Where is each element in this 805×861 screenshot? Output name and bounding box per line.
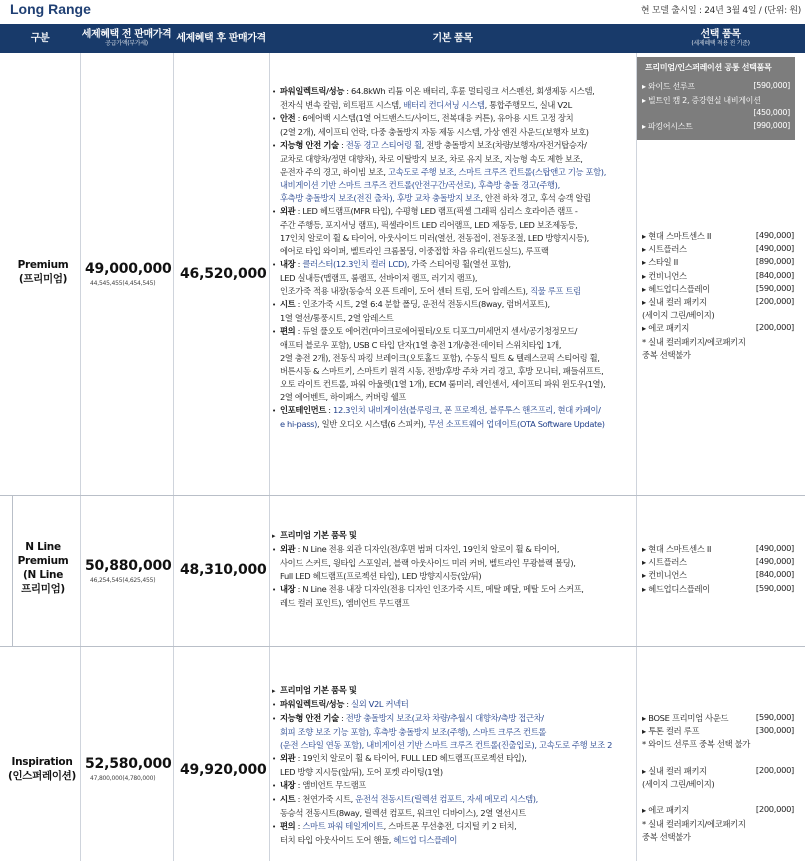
page-title: Long Range	[10, 1, 91, 17]
spec-line	[272, 139, 634, 153]
spec-text: LED 실내등(맵램프, 룸램프, 선바이저 램프, 러기지 램프),	[280, 273, 478, 283]
spec-line	[272, 205, 634, 219]
spec-label: 프리미엄 기본 품목 및	[280, 685, 357, 695]
spec-text: :	[338, 713, 346, 723]
bullet: •	[272, 115, 276, 123]
spec-text: :	[338, 140, 346, 150]
spec-text: LED 방향 지시등(앞/뒤), 도어 포켓 라이팅(1열)	[280, 767, 443, 777]
post-tax-price: 48,310,000	[180, 562, 267, 578]
spec-text: (2열 2개), 세이프티 언락, 다중 충돌방지 자동 제동 시스템, 가상 엔진 사운드(보행자 보호)	[280, 127, 589, 137]
bullet: •	[272, 796, 276, 804]
spec-text: : N Line 전용 내장 디자인(전용 디자인 인조가죽 시트, 메탈 페달, 메탈 도어 스커프,	[295, 584, 584, 594]
spec-text: : 천연가죽 시트,	[295, 794, 356, 804]
divider	[636, 53, 637, 861]
spec-line	[272, 583, 634, 597]
option-item	[642, 243, 794, 256]
spec-label: 내장	[280, 259, 296, 269]
supply-price: 46,254,545(4,625,455)	[90, 577, 156, 584]
spec-text: :	[344, 699, 352, 709]
spec-text: 사이드 스커트, 윙타입 스포일러, 블랙 아웃사이드 미러 커버, 벨트라인 무광블랙 몰딩),	[280, 558, 576, 568]
option-item	[642, 778, 794, 791]
spec-text: : 인조가죽 시트, 2열 6:4 분할 폴딩, 운전석 전동시트(8way, 럼버서포트),	[295, 299, 550, 309]
option-item	[642, 818, 794, 831]
spec-text: , 가죽 스티어링 휠(열선 포함),	[406, 259, 511, 269]
option-item	[642, 270, 794, 283]
table-header	[0, 24, 805, 53]
spec-text: , 안전 하차 경고, 후석 승객 알림	[480, 193, 591, 203]
spec-text: 터치 타입 아웃사이드 도어 핸들,	[280, 835, 394, 845]
row-divider	[0, 495, 805, 496]
option-name: (세이지 그린/베이지)	[642, 778, 715, 789]
option-item	[642, 543, 794, 556]
trim-name-nline: N Line Premium (N Line 프리미엄)	[17, 541, 69, 595]
pre-tax-price: 50,880,000	[85, 558, 172, 574]
option-name: ▸ 헤드업디스플레이	[642, 583, 710, 594]
option-price: [490,000]	[755, 230, 794, 240]
option-name: ▸ 컨비니언스	[642, 570, 687, 581]
spec-line	[272, 365, 634, 378]
pre-tax-price: 52,580,000	[85, 756, 172, 772]
option-price: [200,000]	[755, 295, 794, 306]
supply-price: 47,800,000(4,780,000)	[90, 775, 156, 782]
option-name: ▸ 스타일 II	[642, 257, 678, 268]
spec-label: 파워일렉트릭/성능	[280, 86, 344, 96]
spec-line	[272, 219, 634, 232]
spec-highlight: 고속도로 주행 보조, 스마트 크루즈 컨트롤(스탑앤고 기능 포함),	[388, 167, 606, 177]
spec-text: 주간 주행등, 포지셔닝 램프), 픽셀라이트 LED 리어램프, LED 제동등, LED 보조제동등,	[280, 220, 578, 230]
header-trim: 구분	[30, 33, 50, 44]
trim-name-premium: Premium (프리미엄)	[17, 259, 69, 285]
bullet: •	[272, 142, 276, 150]
option-price: [490,000]	[755, 543, 794, 553]
spec-text: 2열 에어벤트, 하이패스, 커버링 쉘프	[280, 392, 406, 402]
bullet: ▸	[272, 532, 276, 540]
spec-label: 편의	[280, 821, 296, 831]
spec-line	[272, 258, 634, 272]
bullet: •	[272, 301, 276, 309]
release-info: 현 모델 출시일 : 24년 3월 4일 / (단위: 원)	[640, 6, 801, 16]
spec-line	[272, 752, 634, 766]
bullet: •	[272, 208, 276, 216]
bullet: •	[272, 328, 276, 336]
spec-text: : 듀얼 풀오토 에어컨(마이크로에어필터/오토 디포그/미세먼지 센서/공기청정모드/	[295, 326, 578, 336]
option-price: [200,000]	[755, 804, 794, 815]
spec-text: , 통합주행모드, 실내 V2L	[484, 100, 572, 110]
option-name: ▸ 현대 스마트센스 II	[642, 544, 712, 554]
bullet: •	[272, 546, 276, 554]
spec-highlight: 운전석 전동시트(릴렉션 컴포트, 자세 메모리 시스템),	[355, 794, 538, 804]
common-option-item: ▸ 파킹어시스트 [990,000]	[642, 121, 790, 131]
spec-line	[272, 272, 634, 285]
header-post-price: 세제혜택 후 판매가격	[176, 33, 266, 44]
spec-text: : 19인치 알로이 휠 & 타이어, FULL LED 헤드램프(프로젝션 타입),	[295, 753, 527, 763]
divider	[173, 53, 174, 861]
spec-line	[272, 404, 634, 418]
bullet: •	[272, 701, 276, 709]
spec-line	[272, 232, 634, 245]
option-name: 중복 선택불가	[642, 349, 691, 360]
common-options-box	[637, 57, 795, 140]
spec-label: 편의	[280, 326, 296, 336]
spec-line	[272, 557, 634, 570]
spec-highlight: 클러스터(12.3인치 컬러 LCD)	[302, 259, 407, 269]
spec-line	[272, 298, 634, 312]
spec-text: , 스마트폰 무선충전, 디지털 키 2 터치,	[383, 821, 517, 831]
spec-line	[272, 352, 634, 365]
spec-line	[272, 698, 634, 712]
option-price: [840,000]	[755, 569, 794, 580]
spec-label: 지능형 안전 기술	[280, 140, 339, 150]
spec-text: , 전방 충돌방지 보조(차량/보행자/자전거탑승자/	[421, 140, 587, 150]
option-item	[642, 336, 794, 349]
spec-line	[272, 684, 634, 698]
spec-line	[272, 99, 634, 112]
spec-highlight: 12.3인치 내비게이션(블루링크, 폰 프로젝션, 블루투스 핸즈프리, 현대 카페이/	[333, 405, 601, 415]
divider	[269, 53, 270, 861]
spec-line	[272, 339, 634, 352]
bullet: •	[272, 782, 276, 790]
top-bar	[0, 0, 805, 24]
option-name: 중복 선택불가	[642, 831, 691, 842]
spec-highlight: (운전 스타일 연동 포함), 내비게이션 기반 스마트 크루즈 컨트롤(진출입로), 고속도로 주행 보조 2	[280, 740, 613, 750]
spec-line	[272, 391, 634, 404]
bullet: •	[272, 88, 276, 96]
spec-label: 시트	[280, 794, 296, 804]
spec-line	[272, 712, 634, 726]
bullet: •	[272, 715, 276, 723]
option-name: * 와이드 선루프 중복 선택 불가	[642, 739, 751, 750]
option-name: ▸ 시트플러스	[642, 244, 687, 255]
option-price: [590,000]	[755, 282, 794, 293]
bullet: •	[272, 586, 276, 594]
spec-label: 프리미엄 기본 품목 및	[280, 530, 357, 540]
spec-highlight: 후측방 충돌방지 보조(전진 출차), 후방 교차 충돌방지 보조	[280, 193, 481, 203]
common-option-item: ▸ 와이드 선루프 [590,000]	[642, 81, 790, 91]
option-price: [490,000]	[755, 243, 794, 254]
spec-label: 시트	[280, 299, 296, 309]
common-options-title: 프리미엄/인스퍼레이션 공통 선택품목	[645, 63, 772, 72]
spec-text: :	[326, 405, 334, 415]
option-item	[642, 712, 794, 725]
spec-line	[272, 570, 634, 583]
spec-label: 안전	[280, 113, 296, 123]
options-nline	[642, 543, 794, 596]
option-item	[642, 752, 794, 765]
spec-text: 교차로 대향차/정면 대향차), 차로 이탈방지 보조, 차로 유지 보조, 지능형 속도 제한 보조,	[280, 154, 583, 164]
spec-highlight: 무선 소프트웨어 업데이트(OTA Software Update)	[428, 419, 605, 429]
option-item	[642, 309, 794, 322]
spec-text: 동승석 전동시트(8way, 릴렉션 컴포트, 워크인 디바이스), 2열 열선시트	[280, 808, 526, 818]
spec-highlight: 내비게이션 기반 스마트 크루즈 컨트롤(안전구간/곡선로), 후측방 충돌 경고(주행),	[280, 180, 560, 190]
row-divider	[0, 646, 805, 647]
option-name: ▸ BOSE 프리미엄 사운드	[642, 713, 729, 723]
spec-highlight: e hi-pass)	[280, 419, 318, 429]
spec-line	[272, 779, 634, 793]
spec-label: 내장	[280, 780, 296, 790]
option-name: ▸ 현대 스마트센스 II	[642, 231, 712, 241]
spec-line	[272, 739, 634, 752]
spec-line	[272, 766, 634, 779]
option-name: ▸ 시트플러스	[642, 557, 687, 568]
spec-text: 17인치 알로이 휠 & 타이어, 아웃사이드 미러(열선, 전동접이, 전동조절, LED 방향지시등),	[280, 233, 589, 243]
header-options: 선택 품목 (세제혜택 적용 전 기준)	[691, 29, 750, 47]
spec-line	[272, 112, 634, 126]
spec-highlight: 회피 조향 보조 기능 포함), 후측방 충돌방지 보조(주행), 스마트 크루즈 컨트롤	[280, 727, 547, 737]
option-item	[642, 569, 794, 582]
spec-line	[272, 285, 634, 298]
option-item	[642, 256, 794, 269]
header-basic-items: 기본 품목	[432, 33, 473, 44]
spec-text: 전자식 변속 칼럼, 히트펌프 시스템,	[280, 100, 404, 110]
spec-line	[272, 179, 634, 192]
option-name: ▸ 투톤 컬러 루프	[642, 726, 700, 737]
option-item	[642, 230, 794, 243]
spec-text: 오토 라이트 컨트롤, 파워 아울렛(1열 1개), ECM 룸미러, 레인센서, 세이프티 파워 윈도우(1열),	[280, 379, 606, 389]
header-pre-price: 세제혜택 전 판매가격 공급가액(부가세)	[81, 29, 172, 47]
spec-text: 레드 컬러 포인트), 엠비언트 무드램프	[280, 598, 410, 608]
option-name: ▸ 헤드업디스플레이	[642, 283, 710, 294]
spec-line	[272, 834, 634, 847]
option-item	[642, 738, 794, 751]
spec-label: 지능형 안전 기술	[280, 713, 339, 723]
spec-text: 애프터 블로우 포함), USB C 타입 단자(1열 충전 1개/충전·데이터 스위치타입 1개,	[280, 340, 562, 350]
spec-label: 외관	[280, 753, 296, 763]
spec-label: 외관	[280, 206, 296, 216]
spec-highlight: 실외 V2L 커넥터	[351, 699, 409, 709]
option-name: ▸ 에코 패키지	[642, 805, 690, 816]
divider	[80, 53, 81, 861]
spec-text: 버튼시동 & 스마트키, 스마트키 원격 시동, 전방/후방 주차 거리 경고, 후방 모니터, 패들쉬프트,	[280, 366, 604, 376]
option-price: [300,000]	[755, 725, 794, 736]
common-option-item: [450,000]	[753, 108, 790, 117]
option-price: [840,000]	[755, 269, 794, 280]
option-item	[642, 322, 794, 335]
spec-line	[272, 85, 634, 99]
bullet: •	[272, 755, 276, 763]
option-price: [890,000]	[755, 256, 794, 267]
bullet: •	[272, 823, 276, 831]
spec-text: : N Line 전용 외관 디자인(전/후면 범퍼 디자인, 19인치 알로이 휠 & 타이어,	[295, 544, 560, 554]
spec-text: Full LED 헤드램프(프로젝션 타입), LED 방향지시등(앞/뒤)	[280, 571, 482, 581]
option-item	[642, 725, 794, 738]
option-price: [590,000]	[755, 712, 794, 722]
option-name: * 실내 컬러패키지/에코패키지	[642, 336, 746, 347]
spec-line	[272, 153, 634, 166]
spec-text: : LED 헤드램프(MFR 타입), 수평형 LED 램프(픽셀 그래픽 심리스 호라이즌 램프 -	[295, 206, 578, 216]
spec-label: 외관	[280, 544, 296, 554]
bullet: •	[272, 407, 276, 415]
spec-label: 인포테인먼트	[280, 405, 326, 415]
bullet: ▸	[272, 687, 276, 695]
spec-text: :	[295, 821, 303, 831]
option-item	[642, 296, 794, 309]
spec-text: 인조가죽 적용 내장(동승석 오픈 트레이, 도어 센터 트림, 도어 암레스트),	[280, 286, 531, 296]
spec-text: 2열 충전 2개), 전동식 파킹 브레이크(오토홀드 포함), 수동식 틸트 & 텔레스코픽 스티어링 휠,	[280, 353, 600, 363]
spec-text: : 앰비언트 무드램프	[295, 780, 366, 790]
spec-line	[272, 543, 634, 557]
option-name: ▸ 에코 패키지	[642, 323, 690, 334]
option-name: (세이지 그린/베이지)	[642, 310, 715, 321]
spec-text: , 일반 오디오 시스템(6 스피커),	[317, 419, 429, 429]
options-inspiration	[642, 712, 794, 844]
option-item	[642, 765, 794, 778]
spec-label: 파워일렉트릭/성능	[280, 699, 344, 709]
spec-line	[272, 245, 634, 258]
spec-line	[272, 312, 634, 325]
basic-items-nline	[272, 529, 634, 610]
spec-line	[272, 126, 634, 139]
option-price: [590,000]	[755, 582, 794, 593]
post-tax-price: 46,520,000	[180, 266, 267, 282]
option-price: [490,000]	[755, 556, 794, 567]
option-item	[642, 556, 794, 569]
spec-highlight: 배터리 컨디셔닝 시스템	[403, 100, 485, 110]
option-item	[642, 583, 794, 596]
spec-line	[272, 726, 634, 739]
option-name: ▸ 실내 컬러 패키지	[642, 765, 707, 776]
option-item	[642, 831, 794, 844]
spec-text: : 64.8kWh 리튬 이온 배터리, 후륜 멀티링크 서스펜션, 회생제동 시스템,	[344, 86, 595, 96]
spec-line	[272, 793, 634, 807]
spec-line	[272, 597, 634, 610]
spec-line	[272, 418, 634, 431]
supply-price: 44,545,455(4,454,545)	[90, 280, 156, 287]
option-name: ▸ 컨비니언스	[642, 270, 687, 281]
options-premium	[642, 230, 794, 362]
spec-highlight: 스마트 파워 테일게이트	[302, 821, 384, 831]
spec-highlight: 전방 충돌방지 보조(교차 차량/추월시 대향차/측방 접근차/	[345, 713, 544, 723]
spec-text: :	[295, 259, 303, 269]
spec-line	[272, 192, 634, 205]
post-tax-price: 49,920,000	[180, 762, 267, 778]
spec-line	[272, 378, 634, 391]
spec-text: 에어로 타입 와이퍼, 벨트라인 크롬몰딩, 이중접합 차음 유리(윈드실드), 루프랙	[280, 246, 549, 256]
spec-highlight: 직물 루프 트림	[530, 286, 581, 296]
option-price: [200,000]	[755, 764, 794, 775]
spec-line	[272, 529, 634, 543]
spec-text: 1열 열선/통풍시트, 2열 암레스트	[280, 313, 394, 323]
spec-highlight: 전동 경고 스티어링 휠	[345, 140, 422, 150]
option-item	[642, 791, 794, 804]
spec-text: : 6에어백 시스템(1열 어드밴스드/사이드, 전복대응 커튼), 유아용 시트 고정 장치	[295, 113, 574, 123]
option-price: [200,000]	[755, 322, 794, 333]
option-name: * 실내 컬러패키지/에코패키지	[642, 818, 746, 829]
spec-line	[272, 166, 634, 179]
option-item	[642, 804, 794, 817]
option-item	[642, 283, 794, 296]
basic-items-inspiration	[272, 684, 634, 847]
option-name: ▸ 실내 컬러 패키지	[642, 296, 707, 307]
spec-line	[272, 807, 634, 820]
spec-line	[272, 820, 634, 834]
spec-text: 운전자 주의 경고, 하이빔 보조,	[280, 167, 388, 177]
spec-line	[272, 325, 634, 339]
trim-name-inspiration: Inspiration (인스퍼레이션)	[7, 756, 77, 782]
pre-tax-price: 49,000,000	[85, 261, 172, 277]
option-item	[642, 349, 794, 362]
common-option-item: ▸ 빌트인 캠 2, 증강현실 내비게이션	[642, 96, 761, 105]
bullet: •	[272, 261, 276, 269]
basic-items-premium	[272, 85, 634, 431]
spec-label: 내장	[280, 584, 296, 594]
spec-highlight: 헤드업 디스플레이	[393, 835, 457, 845]
